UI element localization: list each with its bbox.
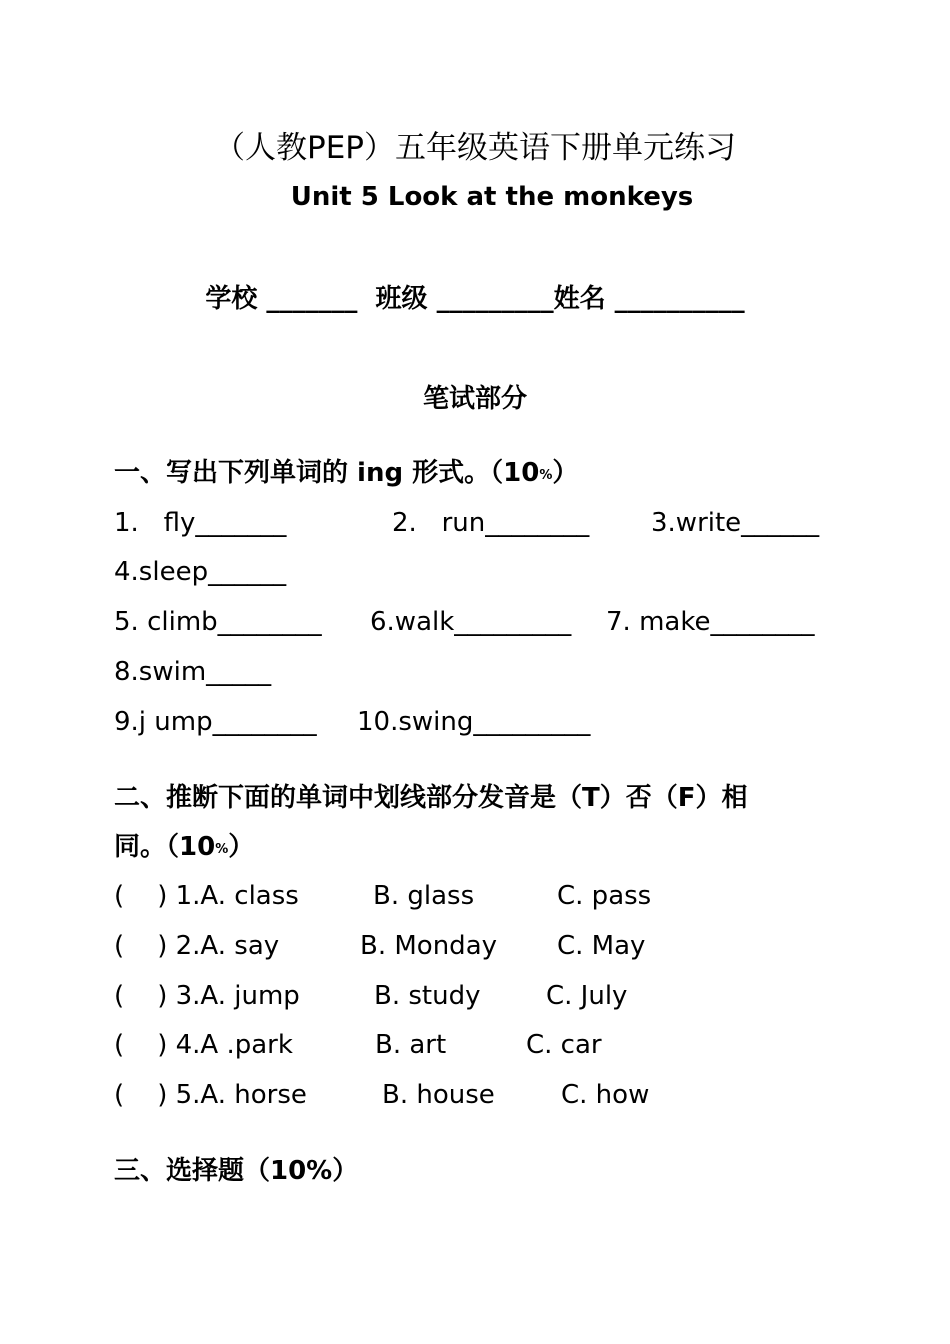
document-title: （人教PEP）五年级英语下册单元练习 [214, 130, 736, 166]
question-option-b: B. glass [373, 881, 475, 911]
question-option-b: B. study [374, 981, 481, 1011]
list-item: 9.j ump________ [114, 707, 317, 737]
list-item: 8.swim_____ [114, 657, 272, 687]
question-option-c: C. car [526, 1030, 602, 1060]
question-option-c: C. pass [557, 881, 652, 911]
list-item: 5. climb________ [114, 607, 322, 637]
question-number: ( ) 2.A. say [114, 931, 280, 961]
list-item: 3.write______ [651, 508, 820, 538]
question-option-b: B. house [382, 1080, 495, 1110]
question-option-c: C. July [546, 981, 628, 1011]
question-number: ( ) 1.A. class [114, 881, 299, 911]
section1-heading: 一、写出下列单词的 ing 形式。（10%） [114, 458, 579, 488]
list-item: 6.walk_________ [370, 607, 572, 637]
list-item: 7. make________ [606, 607, 815, 637]
list-item: 1. fly_______ [114, 508, 287, 538]
question-option-c: C. May [557, 931, 646, 961]
section3-heading: 三、选择题（10%） [114, 1156, 359, 1186]
question-option-b: B. art [375, 1030, 447, 1060]
question-number: ( ) 5.A. horse [114, 1080, 307, 1110]
student-info-line: 学校 _______ 班级 _________姓名 __________ [205, 284, 745, 314]
written-part-heading: 笔试部分 [422, 384, 527, 414]
unit-subtitle: Unit 5 Look at the monkeys [290, 182, 694, 212]
question-number: ( ) 4.A .park [114, 1030, 293, 1060]
list-item: 4.sleep______ [114, 557, 287, 587]
section2-heading-line1: 二、推断下面的单词中划线部分发音是（T）否（F）相 [114, 783, 748, 813]
list-item: 10.swing_________ [357, 707, 591, 737]
section2-heading-line2: 同。（10%） [114, 832, 255, 862]
question-number: ( ) 3.A. jump [114, 981, 300, 1011]
question-option-c: C. how [561, 1080, 650, 1110]
list-item: 2. run________ [392, 508, 590, 538]
question-option-b: B. Monday [360, 931, 498, 961]
